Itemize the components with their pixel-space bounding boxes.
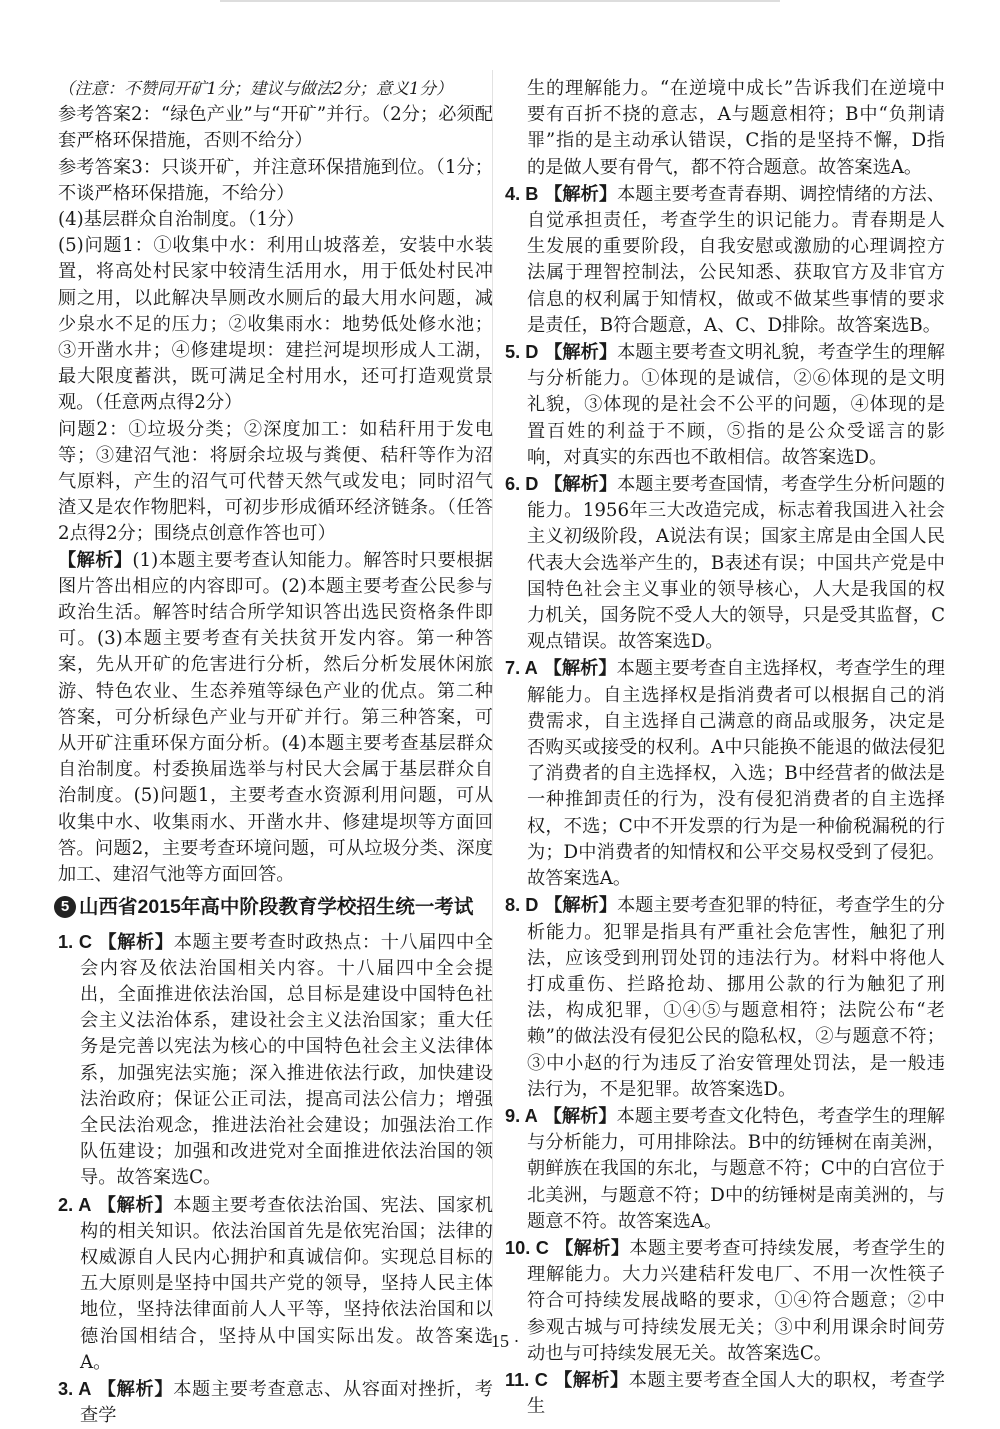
answer-item-5: [505, 339, 945, 471]
answer-3-continuation: 生的理解能力。“在逆境中成长”告诉我们在逆境中要有百折不挠的意志，A与题意相符；B中“负荆请罪”指的是主动承认错误，C指的是坚持不懈，D指的是做人要有骨气，都不符合题意。故答案选A。: [527, 78, 945, 178]
answer-text: 本题主要考查文化特色，考查学生的理解与分析能力，可用排除法。B中的纺锤树在南美洲，朝鲜族在我国的东北，与题意不符；C中的白宫位于北美洲，与题意不符；D中的纺锤树是南美洲的，与题意不符。故答案选A。: [527, 1105, 945, 1232]
answer-item-3: [58, 1376, 493, 1429]
answer-text: 本题主要考查青春期、调控情绪的方法、自觉承担责任，考查学生的识记能力。青春期是人生发展的重要阶段，自我安慰或激励的心理调控方法属于理智控制法，公民知悉、获取官方及非官方信息的权利属于知情权，做或不做某些事情的要求是责任，B符合题意，A、C、D排除。故答案选B。: [527, 183, 945, 336]
analysis-tag: 【解析】: [97, 1194, 174, 1216]
analysis-tag: 【解析】: [554, 1369, 629, 1391]
top-rule: [220, 0, 780, 2]
answer-number: 1. C: [58, 931, 92, 952]
answer-number: 4. B: [505, 183, 539, 204]
analysis-tag: 【解析】: [543, 1105, 617, 1127]
analysis-paragraph: [58, 548, 493, 889]
answer-item-6: [505, 471, 945, 655]
analysis-tag: 【解析】: [544, 183, 618, 205]
answer-text: 本题主要考查文明礼貌，考查学生的理解与分析能力。①体现的是诚信，②⑥体现的是文明礼貌，③体现的是社会不公平的问题，④体现的是置百姓的利益于不顾，⑤指的是公众受谣言的影响，对真实的东西也不敢相信。故答案选D。: [527, 342, 945, 468]
answer-text: 本题主要考查依法治国、宪法、国家机构的相关知识。依法治国首先是依宪治国；法律的权威源自人民内心拥护和真诚信仰。实现总目标的五大原则是坚持中国共产党的领导，坚持人民主体地位，坚持法律面前人人平等，坚持依法治国和以德治国相结合，坚持从中国实际出发。故答案选A。: [80, 1194, 493, 1373]
answer-text: 本题主要考查自主选择权，考查学生的理解能力。自主选择权是指消费者可以根据自己的消费需求，自主选择自己满意的商品或服务，决定是否购买或接受的权利。A中只能换不能退的做法侵犯了消费者的自主选择权，入选；B中经营者的做法是一种推卸责任的行为，没有侵犯消费者的自主选择权，不选；C中不开发票的行为是一种偷税漏税的行为；D中消费者的知情权和公平交易权受到了侵犯。故答案选A。: [527, 658, 945, 890]
answer-number: 10. C: [505, 1237, 549, 1258]
answer-text: 本题主要考查全国人大的职权，考查学生: [527, 1369, 945, 1418]
answer-number: 2. A: [58, 1194, 92, 1215]
answer-text: 本题主要考查可持续发展，考查学生的理解能力。大力兴建秸秆发电厂、不用一次性筷子符合可持续发展战略的要求，①④符合题意；②中参观古城与可持续发展无关；③中利用课余时间劳动也与可持续发展无关。故答案选C。: [527, 1237, 945, 1364]
analysis-tag: 【解析】: [543, 658, 617, 680]
answer-item-8: [505, 892, 945, 1103]
page-number: · 15 ·: [480, 1331, 520, 1351]
analysis-tag: 【解析】: [555, 1237, 630, 1259]
answer-number: 8. D: [505, 895, 539, 916]
answer-part-5-question-2: 问题2：①垃圾分类；②深度加工：如秸秆用于发电等；③建沼气池：将厨余垃圾与粪便、秸秆等作为沼气原料，产生的沼气可代替天然气或发电；同时沼气渣又是农作物肥料，可初步形成循环经济链条。（任答2点得2分；围绕点创意作答也可）: [58, 418, 493, 545]
answer-text: 本题主要考查犯罪的特征，考查学生的分析能力。犯罪是指具有严重社会危害性，触犯了刑法，应该受到刑罚处罚的违法行为。材料中将他人打成重伤、拦路抢劫、挪用公款的行为触犯了刑法，构成犯罪，①④⑤与题意相符；法院公布“老赖”的做法没有侵犯公民的隐私权，②与题意不符；③中小赵的行为违反了治安管理处罚法，是一般违法行为，不是犯罪。故答案选D。: [527, 895, 945, 1100]
answer-number: 9. A: [505, 1105, 538, 1126]
answer-number: 11. C: [505, 1369, 548, 1390]
reference-answer-2: 参考答案2：“绿色产业”与“开矿”并行。（2分；必须配套严格环保措施，否则不给分）: [58, 104, 493, 152]
answer-number: 7. A: [505, 658, 538, 679]
answer-number: 3. A: [58, 1378, 92, 1399]
answer-item-4: [505, 181, 945, 339]
section-heading: [54, 894, 493, 920]
answer-item-1: [58, 929, 493, 1192]
analysis-tag: 【解析】: [97, 1378, 174, 1400]
analysis-text: (1)本题主要考查认知能力。解答时只要根据图片答出相应的内容即可。(2)本题主要考查公民参与政治生活。解答时结合所学知识答出选民资格条件即可。(3)本题主要考查有关扶贫开发内容。第一种答案，先从开矿的危害进行分析，然后分析发展休闲旅游、特色农业、生态养殖等绿色产业的优点。第二种答案，可分析绿色产业与开矿并行。第三种答案，可从开矿注重环保方面分析。(4)本题主要考查基层群众自治制度。村委换届选举与村民大会属于基层群众自治制度。(5)问题1，主要考查水资源利用问题，可从收集中水、收集雨水、开凿水井、修建堤坝等方面回答。问题2，主要考查环境问题，可从垃圾分类、深度加工、建沼气池等方面回答。: [58, 549, 493, 886]
scoring-note: （注意：不赞同开矿1分；建议与做法2分；意义1分）: [58, 79, 453, 98]
analysis-tag: 【解析】: [544, 342, 618, 364]
right-column: [505, 76, 945, 1420]
analysis-tag: 【解析】: [544, 895, 618, 917]
answer-part-5-question-1: (5)问题1：①收集中水：利用山坡落差，安装中水装置，将高处村民家中较清生活用水，用于低处村民冲厕之用，以此解决旱厕改水厕后的最大用水问题，减少泉水不足的压力；②收集雨水：地势低处修水池；③开凿水井；④修建堤坝：建拦河堤坝形成人工湖，最大限度蓄洪，既可满足全村用水，还可打造观赏景观。（任意两点得2分）: [58, 235, 493, 414]
analysis-tag: 【解析】: [544, 474, 618, 496]
section-number-badge: 5: [54, 896, 76, 918]
analysis-tag: 【解析】: [98, 931, 174, 953]
reference-answer-3: 参考答案3：只谈开矿，并注意环保措施到位。（1分；不谈严格环保措施，不给分）: [58, 156, 493, 204]
answer-text: 本题主要考查时政热点：十八届四中全会内容及依法治国相关内容。十八届四中全会提出，全面推进依法治国，总目标是建设中国特色社会主义法治体系，建设社会主义法治国家；重大任务是完善以宪法为核心的中国特色社会主义法律体系，加强宪法实施；深入推进依法行政，加快建设法治政府；保证公正司法，提高司法公信力；增强全民法治观念，推进法治社会建设；加强法治工作队伍建设；加强和改进党对全面推进依法治国的领导。故答案选C。: [80, 931, 493, 1189]
answer-text: 本题主要考查意志、从容面对挫折，考查学: [80, 1378, 493, 1427]
section-title: 山西省2015年高中阶段教育学校招生统一考试: [79, 896, 474, 919]
answer-text: 本题主要考查国情，考查学生分析问题的能力。1956年三大改造完成，标志着我国进入社会主义初级阶段，A说法有误；国家主席是由全国人民代表大会选举产生的，B表述有误；中国共产党是中国特色社会主义事业的领导核心，人大是我国的权力机关，国务院不受人大的领导，只是受其监督，C观点错误。故答案选D。: [527, 474, 945, 653]
left-column: [58, 76, 493, 1429]
answer-item-9: [505, 1103, 945, 1235]
answer-item-7: [505, 655, 945, 892]
answer-number: 5. D: [505, 342, 539, 363]
analysis-tag: 【解析】: [58, 549, 133, 571]
answer-item-11: [505, 1367, 945, 1420]
answer-part-4: (4)基层群众自治制度。（1分）: [58, 209, 305, 231]
answer-number: 6. D: [505, 474, 539, 495]
